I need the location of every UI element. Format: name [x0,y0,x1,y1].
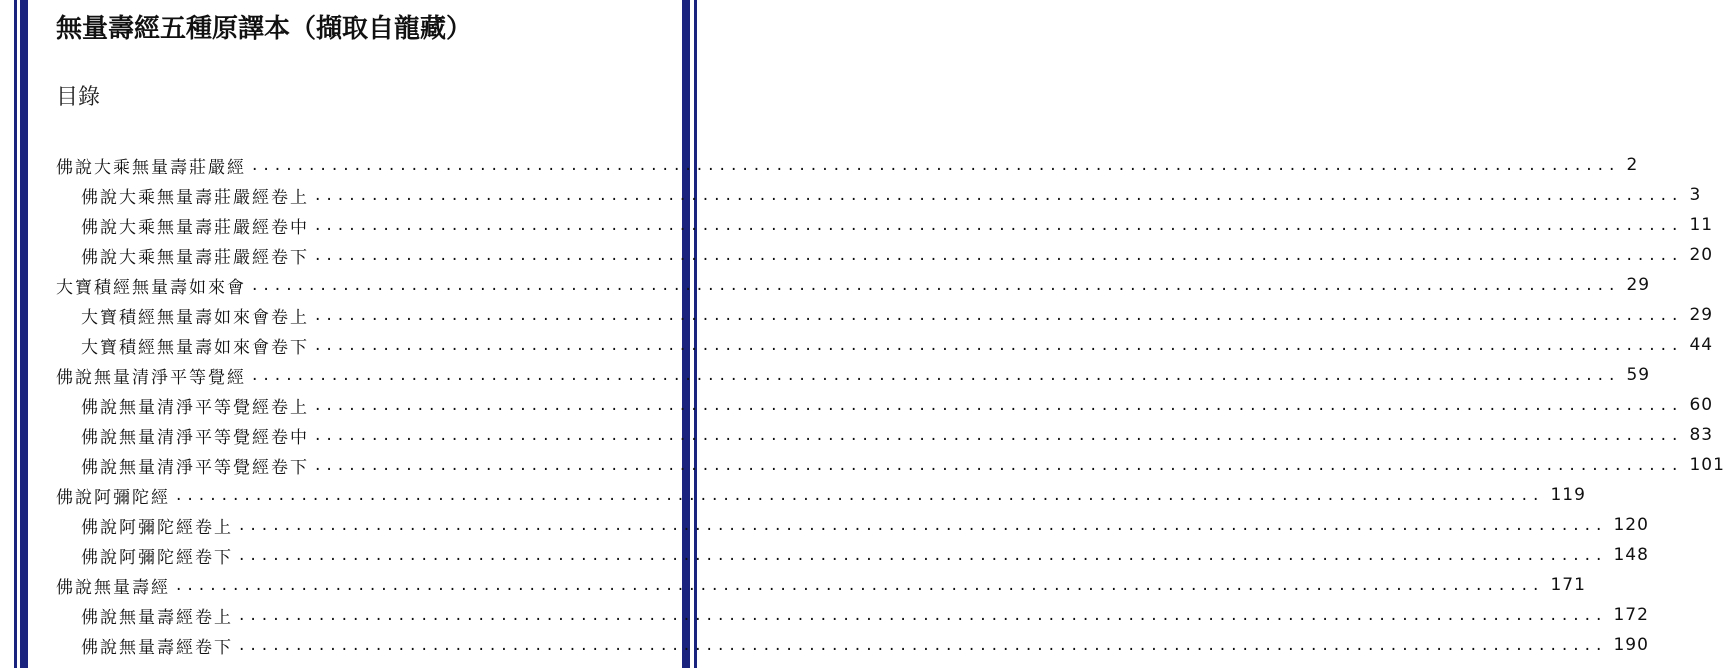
toc-entry-label: 大寶積經無量壽如來會卷下 [81,337,309,358]
toc-leader-dots: ........................................................................................................................ [252,365,1621,385]
toc-leader-dots: ........................................................................................................................ [252,275,1621,295]
toc-leader-dots: ........................................................................................................................ [315,455,1684,475]
toc-entry-page: 20 [1689,245,1714,265]
toc-leader-dots: ........................................................................................................................ [315,245,1684,265]
toc-entry[interactable] [56,180,1702,210]
toc-heading: 目錄 [56,85,101,110]
toc-entry-page: 120 [1613,515,1649,535]
toc-leader-dots: ........................................................................................................................ [239,635,1608,655]
toc-entry-label: 佛說無量清淨平等覺經卷上 [81,397,309,418]
left-border-thin [14,0,17,668]
right-border-thick [682,0,690,668]
toc-entry-label: 佛說大乘無量壽莊嚴經卷中 [81,217,309,238]
toc-entry-page: 29 [1689,305,1714,325]
toc-leader-dots: ........................................................................................................................ [252,155,1621,175]
toc-entry-label: 佛說無量壽經 [56,577,170,598]
toc-entry[interactable] [56,330,1714,360]
toc-leader-dots: ........................................................................................................................ [176,485,1545,505]
toc-leader-dots: ........................................................................................................................ [315,305,1684,325]
toc-entry-page: 172 [1613,605,1649,625]
toc-entry[interactable] [56,630,1649,660]
toc-entry-label: 佛說阿彌陀經卷下 [81,547,233,568]
toc-entry-label: 佛說無量壽經卷上 [81,607,233,628]
toc-entry-label: 佛說無量清淨平等覺經 [56,367,246,388]
left-border-thick [20,0,28,668]
toc-leader-dots: ........................................................................................................................ [239,605,1608,625]
toc-entry-label: 佛說無量清淨平等覺經卷下 [81,457,309,478]
toc-entry-label: 大寶積經無量壽如來會 [56,277,246,298]
toc-entry[interactable] [56,150,1639,180]
toc-entry-page: 60 [1689,395,1714,415]
toc-leader-dots: ........................................................................................................................ [239,515,1608,535]
toc-entry-page: 148 [1613,545,1649,565]
toc-entry-label: 大寶積經無量壽如來會卷上 [81,307,309,328]
table-of-contents [56,150,1725,660]
toc-entry-label: 佛說無量清淨平等覺經卷中 [81,427,309,448]
toc-entry[interactable] [56,510,1649,540]
toc-entry[interactable] [56,570,1586,600]
toc-entry-page: 119 [1550,485,1586,505]
toc-entry[interactable] [56,600,1649,630]
toc-leader-dots: ........................................................................................................................ [315,425,1684,445]
toc-leader-dots: ........................................................................................................................ [239,545,1608,565]
toc-entry-page: 2 [1626,155,1639,175]
toc-entry-page: 171 [1550,575,1586,595]
toc-entry-page: 44 [1689,335,1714,355]
toc-entry-page: 59 [1626,365,1651,385]
right-border-thin [694,0,697,668]
toc-entry[interactable] [56,540,1649,570]
toc-entry-page: 29 [1626,275,1651,295]
toc-entry-label: 佛說大乘無量壽莊嚴經 [56,157,246,178]
document-title: 無量壽經五種原譯本（擷取自龍藏） [56,14,473,44]
toc-entry-page: 11 [1689,215,1714,235]
toc-leader-dots: ........................................................................................................................ [176,575,1545,595]
toc-entry-label: 佛說阿彌陀經卷上 [81,517,233,538]
toc-entry[interactable] [56,210,1714,240]
toc-entry[interactable] [56,240,1714,270]
toc-entry-page: 3 [1689,185,1702,205]
toc-entry[interactable] [56,360,1651,390]
toc-entry[interactable] [56,450,1725,480]
toc-entry-page: 101 [1689,455,1725,475]
toc-leader-dots: ........................................................................................................................ [315,395,1684,415]
toc-leader-dots: ........................................................................................................................ [315,215,1684,235]
toc-leader-dots: ........................................................................................................................ [315,185,1684,205]
toc-entry[interactable] [56,420,1714,450]
toc-entry-label: 佛說無量壽經卷下 [81,637,233,658]
toc-entry-page: 83 [1689,425,1714,445]
toc-entry[interactable] [56,390,1714,420]
toc-entry-label: 佛說大乘無量壽莊嚴經卷下 [81,247,309,268]
toc-entry-label: 佛說大乘無量壽莊嚴經卷上 [81,187,309,208]
toc-entry[interactable] [56,270,1651,300]
toc-entry-label: 佛說阿彌陀經 [56,487,170,508]
toc-entry-page: 190 [1613,635,1649,655]
toc-entry[interactable] [56,300,1714,330]
toc-leader-dots: ........................................................................................................................ [315,335,1684,355]
toc-entry[interactable] [56,480,1586,510]
